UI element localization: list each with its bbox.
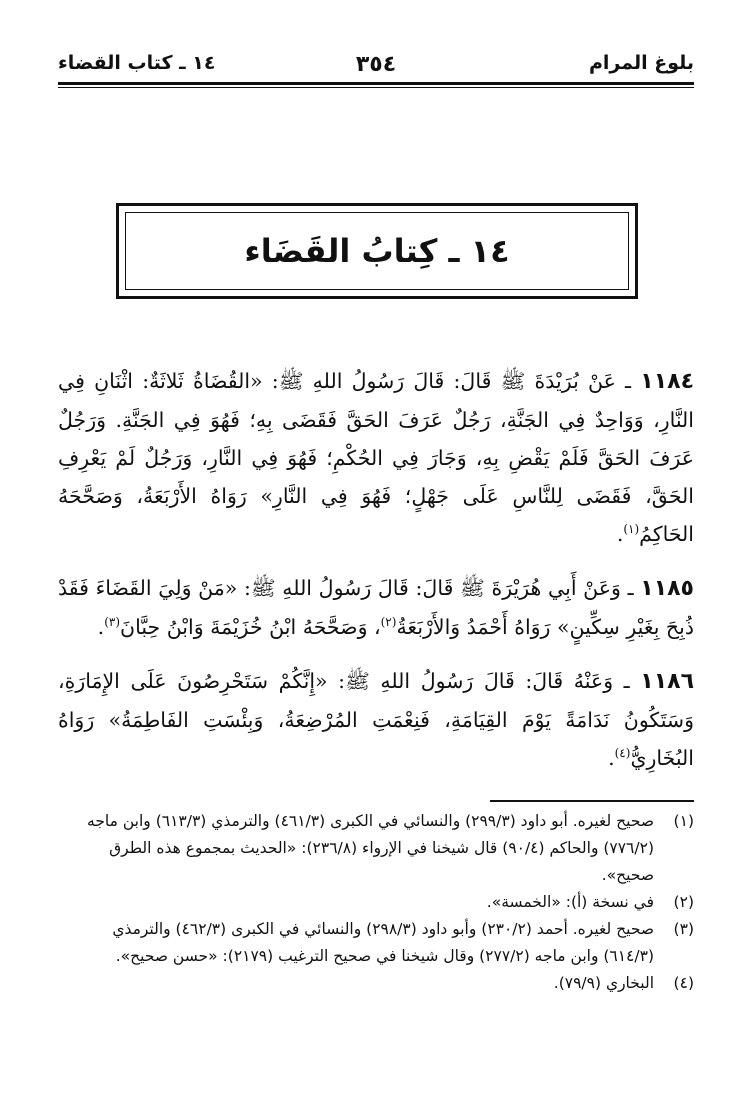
header-rule-thin (58, 87, 694, 88)
chapter-title-inner-frame (125, 212, 629, 290)
hadith-number: ١١٨٦ (640, 669, 694, 694)
hadith-1185 (58, 569, 694, 646)
hadith-number: ١١٨٥ (640, 576, 694, 601)
footnote-number: (١) (673, 812, 694, 830)
page-number: ٣٥٤ (355, 52, 397, 77)
chapter-heading: ١٤ ـ كِتابُ القَضَاء (244, 232, 510, 270)
footnote-number: (٤) (673, 974, 694, 992)
footnote-ref: (٣) (104, 615, 121, 630)
hadith-section (58, 362, 694, 793)
footnote-4 (58, 970, 694, 997)
running-header (58, 52, 694, 82)
hadith-tail: . (97, 615, 105, 639)
footnote-text: صحيح لغيره. أحمد (٢٣٠/٢) وأبو داود (٢٩٨/٣) والنسائي في الكبرى (٤٦٢/٣) والترمذي (٦١٤/٣) وابن ماجه (٢٧٧/٢) وقال شيخنا في صحيح الترغيب (٢١٧٩): «حسن صحيح». (112, 920, 654, 965)
footnote-text: في نسخة (أ): «الخمسة». (486, 893, 654, 911)
footnote-ref: (٤) (614, 746, 631, 761)
footnote-number: (٣) (673, 920, 694, 938)
hadith-tail: . (616, 522, 624, 546)
hadith-text: ـ عَنْ بُرَيْدَةَ ﷺ قَالَ: قَالَ رَسُولُ اللهِ ﷺ: «القُضَاةُ ثَلاثَةٌ: اثْنَانِ فِي النَّارِ، وَوَاحِدٌ فِي الجَنَّةِ، رَجُلٌ عَرَفَ الحَقَّ فَقَضَى بِهِ؛ فَهُوَ فِي الجَنَّةِ. وَرَجُلٌ عَرَفَ الحَقَّ فَلَمْ يَقْضِ بِهِ، وَجَارَ فِي الحُكْمِ؛ فَهُوَ فِي النَّارِ، وَرَجُلٌ لَمْ يَعْرِفِ الحَقَّ، فَقَضَى لِلنَّاسِ عَلَى جَهْلٍ؛ فَهُوَ فِي النَّارِ» رَوَاهُ الأَرْبَعَةُ، وَصَحَّحَهُ الحَاكِمُ (58, 369, 694, 546)
hadith-text: ـ وَعَنْهُ قَالَ: قَالَ رَسُولُ اللهِ ﷺ: «إِنَّكُمْ سَتَحْرِصُونَ عَلَى الإِمَارَةِ، وَسَتَكُونُ نَدَامَةً يَوْمَ القِيَامَةِ، فَنِعْمَتِ المُرْضِعَةُ، وَبِئْسَتِ الفَاطِمَةُ» رَوَاهُ البُخَارِيُّ (58, 669, 694, 770)
hadith-text-continued: ، وَصَحَّحَهُ ابْنُ خُزَيْمَةَ وَابْنُ حِبَّانَ (120, 615, 381, 639)
hadith-1184 (58, 362, 694, 553)
hadith-text: ـ وَعَنْ أَبِي هُرَيْرَةَ ﷺ قَالَ: قَالَ رَسُولُ اللهِ ﷺ: «مَنْ وَلِيَ القَضَاءَ فَقَدْ ذُبِحَ بِغَيْرِ سِكِّينٍ» رَوَاهُ أَحْمَدُ وَالأَرْبَعَةُ (58, 576, 694, 639)
hadith-tail: . (608, 746, 615, 770)
chapter-title-frame (116, 203, 638, 299)
footnote-text: البخاري (٧٩/٩). (553, 974, 654, 992)
footnote-2 (58, 889, 694, 916)
footnote-ref: (٢) (380, 615, 397, 630)
header-rule (58, 82, 694, 85)
footnote-1 (58, 808, 694, 889)
footnote-separator (490, 800, 694, 802)
footnote-number: (٢) (673, 893, 694, 911)
footnote-3 (58, 916, 694, 970)
footnote-text: صحيح لغيره. أبو داود (٢٩٩/٣) والنسائي في الكبرى (٤٦١/٣) والترمذي (٦١٣/٣) وابن ماجه (٧٧٦/٢) والحاكم (٩٠/٤) قال شيخنا في الإرواء (٢٣٦/٨): «الحديث بمجموع هذه الطرق صحيح». (87, 812, 654, 884)
book-title: بلوغ المرام (588, 52, 694, 74)
footnotes (58, 808, 694, 997)
hadith-1186 (58, 662, 694, 777)
footnote-ref: (١) (623, 522, 640, 537)
chapter-title-header: ١٤ ـ كتاب القضاء (58, 52, 216, 74)
hadith-number: ١١٨٤ (640, 369, 694, 394)
